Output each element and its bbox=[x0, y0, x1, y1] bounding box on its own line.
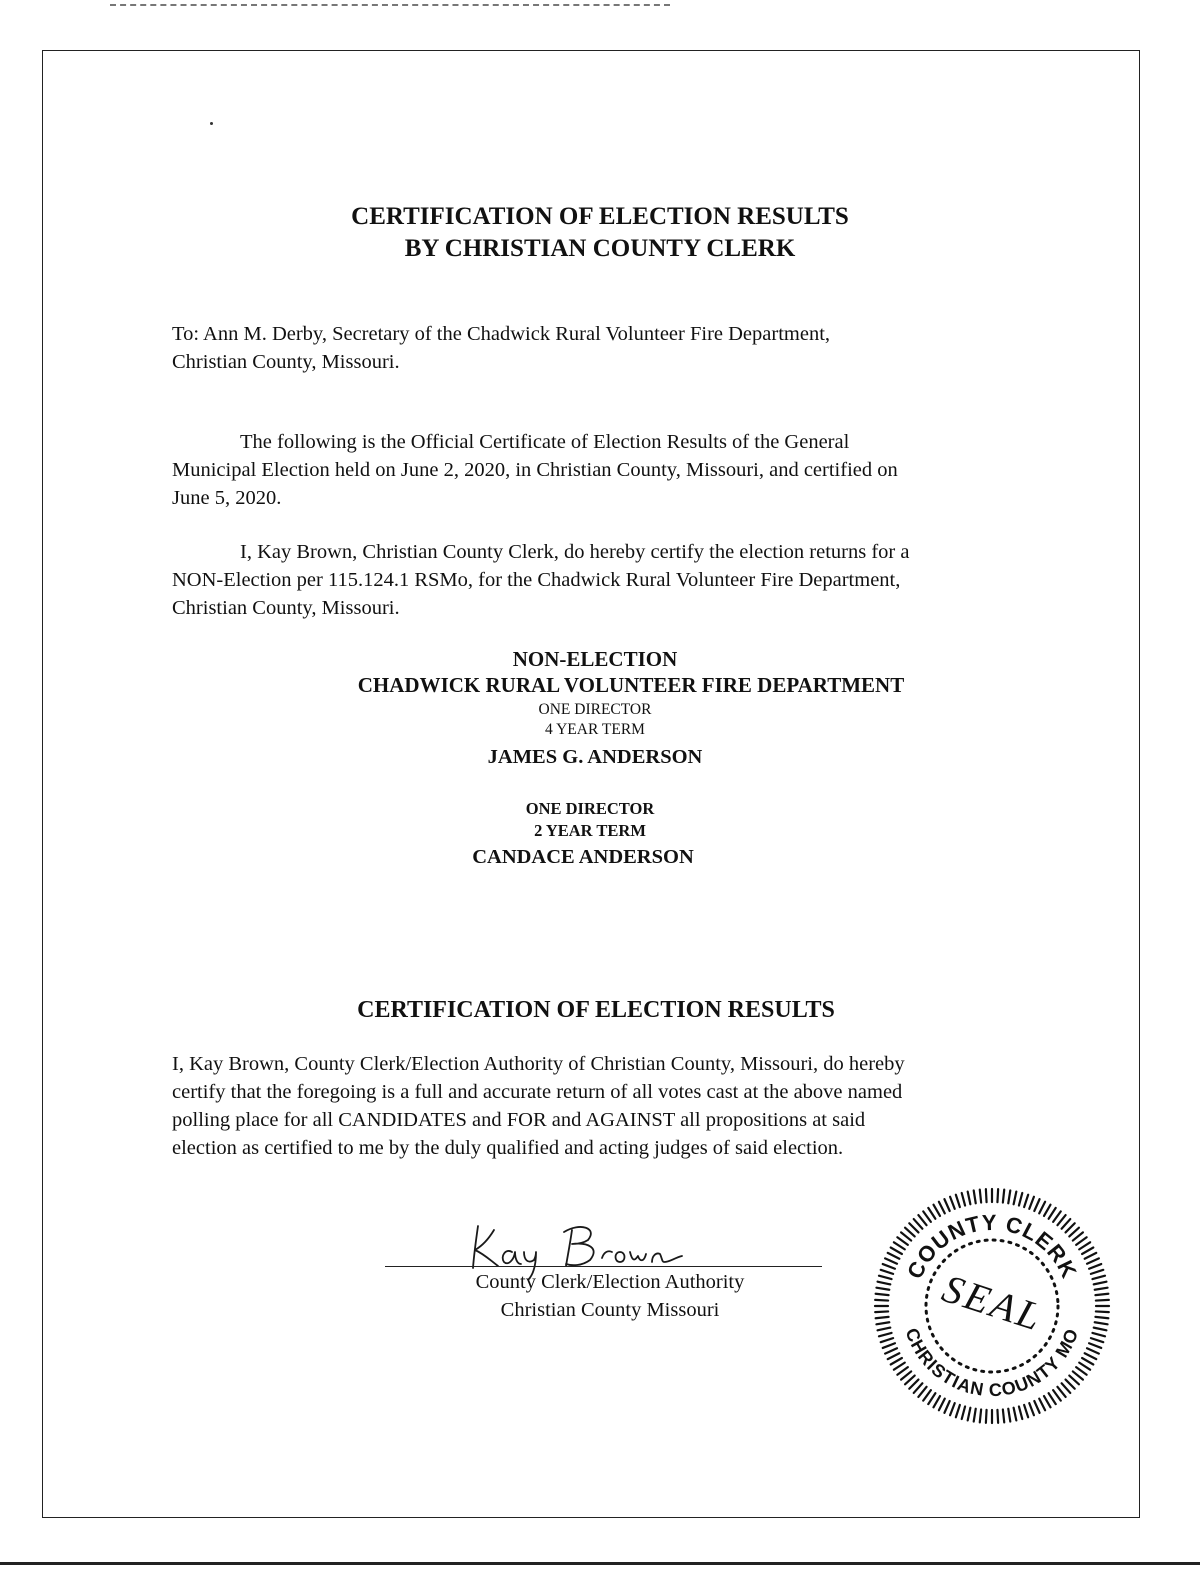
seal-ring-tick bbox=[1092, 1276, 1105, 1279]
seal-ring-tick bbox=[883, 1264, 895, 1269]
county-clerk-seal bbox=[872, 1186, 1112, 1426]
signature-line bbox=[385, 1266, 822, 1267]
seal-ring-tick bbox=[1034, 1199, 1039, 1211]
seal-ring-tick bbox=[956, 1195, 960, 1207]
seal-ring-tick bbox=[1085, 1253, 1097, 1259]
seal-ring-tick bbox=[878, 1282, 891, 1285]
seal-ring-tick bbox=[885, 1348, 897, 1353]
seal-ring-tick bbox=[1024, 1195, 1028, 1207]
seal-ring-tick bbox=[1066, 1223, 1075, 1232]
seal-ring-tick bbox=[1082, 1358, 1093, 1365]
seal-ring-tick bbox=[1082, 1248, 1093, 1255]
seal-ring-tick bbox=[956, 1405, 960, 1417]
seal-ring-tick bbox=[881, 1338, 893, 1342]
seal-ring-tick bbox=[939, 1202, 945, 1214]
seal-ring-tick bbox=[1089, 1264, 1101, 1269]
seal-ring-tick bbox=[997, 1410, 998, 1423]
seal-ring-tick bbox=[1091, 1338, 1103, 1342]
seal-ring-tick bbox=[1073, 1371, 1083, 1379]
seal-ring-tick bbox=[1087, 1258, 1099, 1263]
seal-ring-tick bbox=[891, 1248, 902, 1255]
seal-ring-tick bbox=[885, 1258, 897, 1263]
seal-ring-tick bbox=[909, 1223, 918, 1232]
seal-center-text: SEAL bbox=[937, 1265, 1050, 1341]
seal-ring-tick bbox=[1095, 1294, 1108, 1295]
seal-ring-tick bbox=[876, 1322, 889, 1324]
seal-ring-tick bbox=[1014, 1408, 1017, 1421]
seal-ring-tick bbox=[1096, 1300, 1109, 1301]
seal-ring-tick bbox=[962, 1193, 965, 1206]
seal-ring-tick bbox=[878, 1328, 891, 1331]
seal-ring-tick bbox=[1087, 1348, 1099, 1353]
results-heading: NON-ELECTION bbox=[512, 647, 678, 671]
seal-ring-tick bbox=[881, 1270, 893, 1274]
seal-ring-tick bbox=[1095, 1288, 1108, 1290]
seal-top-text: COUNTY CLERK bbox=[901, 1209, 1083, 1283]
scan-artifact-top bbox=[110, 4, 670, 6]
seal-ring-tick bbox=[1094, 1282, 1107, 1285]
paragraph-2-line-1: I, Kay Brown, Christian County Clerk, do hereby certify the election returns for a bbox=[240, 541, 910, 563]
certification-line-3: polling place for all CANDIDATES and FOR and AGAINST all propositions at said bbox=[172, 1109, 866, 1131]
seal-ring-tick bbox=[1053, 1211, 1061, 1222]
seal-ring-tick bbox=[1057, 1387, 1065, 1397]
seal-ring-tick bbox=[980, 1409, 981, 1422]
seal-ring-tick bbox=[918, 1387, 926, 1397]
seal-bottom-text: CHRISTIAN COUNTY MO bbox=[901, 1325, 1083, 1401]
seal-ring-tick bbox=[1096, 1311, 1109, 1312]
seal-ring-tick bbox=[905, 1376, 915, 1385]
seal-ring-tick bbox=[1003, 1409, 1004, 1422]
seal-ring-tick bbox=[1069, 1228, 1079, 1237]
paragraph-1-line-1: The following is the Official Certificate of Election Results of the General bbox=[240, 431, 850, 453]
seal-ring-tick bbox=[944, 1401, 949, 1413]
seal-ring-tick bbox=[1069, 1376, 1079, 1385]
certification-line-2: certify that the foregoing is a full and accurate return of all votes cast at the above named bbox=[172, 1081, 903, 1103]
seal-ring-tick bbox=[879, 1333, 892, 1336]
certification-line-4: election as certified to me by the duly qualified and acting judges of said election. bbox=[172, 1137, 844, 1159]
seal-ring-tick bbox=[875, 1311, 888, 1312]
seal-ring-tick bbox=[879, 1276, 892, 1279]
seal-ring-tick bbox=[1053, 1390, 1061, 1401]
seal-ring-tick bbox=[962, 1406, 965, 1419]
seal-ring-tick bbox=[1049, 1393, 1056, 1404]
seal-ring-tick bbox=[1049, 1208, 1056, 1219]
seal-ring-tick bbox=[974, 1409, 976, 1422]
seal-ring-tick bbox=[918, 1215, 926, 1225]
seal-ring-tick bbox=[1091, 1270, 1103, 1274]
seal-ring-tick bbox=[950, 1197, 955, 1209]
seal-ring-tick bbox=[1076, 1237, 1087, 1245]
seal-ring-tick bbox=[1062, 1219, 1071, 1229]
certification-heading: CERTIFICATION OF ELECTION RESULTS bbox=[357, 997, 835, 1023]
seal-ring-tick bbox=[1039, 1399, 1045, 1411]
seal-ring-tick bbox=[894, 1363, 905, 1370]
seal-ring-tick bbox=[883, 1343, 895, 1348]
seal-ring-tick bbox=[944, 1199, 949, 1211]
seal-ring-tick bbox=[1095, 1317, 1108, 1318]
seal-ring-tick bbox=[980, 1190, 981, 1203]
seal-ring-tick bbox=[934, 1205, 941, 1216]
seal-ring-tick bbox=[1066, 1380, 1075, 1389]
seal-ring-tick bbox=[901, 1371, 911, 1379]
svg-text:CHRISTIAN COUNTY MO bbox=[902, 1325, 1083, 1400]
seal-ring-tick bbox=[1089, 1343, 1101, 1348]
seal-ring-tick bbox=[1092, 1333, 1105, 1336]
seal-ring-tick bbox=[1034, 1401, 1039, 1413]
seal-ring-tick bbox=[894, 1242, 905, 1249]
document-title-line-1: CERTIFICATION OF ELECTION RESULTS bbox=[351, 203, 849, 230]
paragraph-2-line-2: NON-Election per 115.124.1 RSMo, for the Chadwick Rural Volunteer Fire Department, bbox=[172, 569, 901, 591]
seal-ring-tick bbox=[875, 1300, 888, 1301]
seal-ring-tick bbox=[909, 1380, 918, 1389]
results-winner-2: CANDACE ANDERSON bbox=[472, 846, 694, 868]
seal-ring-tick bbox=[1039, 1202, 1045, 1214]
seal-ring-tick bbox=[1094, 1328, 1107, 1331]
seal-ring-tick bbox=[986, 1189, 987, 1202]
seal-ring-tick bbox=[1073, 1232, 1083, 1240]
seal-ring-tick bbox=[1079, 1242, 1090, 1249]
seal-ring-tick bbox=[1076, 1367, 1087, 1375]
seal-ring-tick bbox=[1079, 1363, 1090, 1370]
seal-ring-tick bbox=[876, 1317, 889, 1318]
seal-ring-tick bbox=[968, 1192, 971, 1205]
scan-speck bbox=[210, 122, 213, 125]
seal-ring-tick bbox=[1019, 1193, 1022, 1206]
seal-ring-tick bbox=[923, 1390, 931, 1401]
seal-ring-tick bbox=[939, 1399, 945, 1411]
seal-ring-tick bbox=[923, 1211, 931, 1222]
seal-ring-tick bbox=[997, 1189, 998, 1202]
seal-ring-tick bbox=[888, 1353, 900, 1359]
seal-ring-tick bbox=[1024, 1405, 1028, 1417]
paragraph-1-line-2: Municipal Election held on June 2, 2020, in Christian County, Missouri, and certified on bbox=[172, 459, 898, 481]
seal-ring-tick bbox=[928, 1393, 935, 1404]
seal-ring-tick bbox=[986, 1410, 987, 1423]
results-district: CHADWICK RURAL VOLUNTEER FIRE DEPARTMENT bbox=[357, 673, 905, 697]
addressee-line-1: To: Ann M. Derby, Secretary of the Chadwick Rural Volunteer Fire Department, bbox=[172, 323, 831, 345]
seal-ring-tick bbox=[891, 1358, 902, 1365]
signature-caption-line-1: County Clerk/Election Authority bbox=[475, 1271, 745, 1293]
seal-ring-tick bbox=[1057, 1215, 1065, 1225]
seal-ring-tick bbox=[1085, 1353, 1097, 1359]
scan-artifact-bottom bbox=[0, 1562, 1200, 1565]
paragraph-1-line-3: June 5, 2020. bbox=[172, 487, 282, 509]
seal-ring-tick bbox=[950, 1403, 955, 1415]
seal-ring-tick bbox=[1029, 1403, 1034, 1415]
results-term-2: 2 YEAR TERM bbox=[534, 821, 646, 840]
seal-ring-tick bbox=[1044, 1396, 1051, 1407]
addressee-line-2: Christian County, Missouri. bbox=[172, 351, 400, 373]
seal-ring-tick bbox=[1008, 1409, 1010, 1422]
seal-ring-tick bbox=[876, 1294, 889, 1295]
seal-ring-tick bbox=[1044, 1205, 1051, 1216]
seal-ring-tick bbox=[1014, 1192, 1017, 1205]
seal-ring-tick bbox=[914, 1383, 923, 1393]
seal-ring-tick bbox=[914, 1219, 923, 1229]
seal-ring-tick bbox=[974, 1190, 976, 1203]
certification-line-1: I, Kay Brown, County Clerk/Election Authority of Christian County, Missouri, do hereby bbox=[172, 1053, 905, 1075]
seal-ring-tick bbox=[901, 1232, 911, 1240]
seal-ring-tick bbox=[934, 1396, 941, 1407]
results-winner-1: JAMES G. ANDERSON bbox=[487, 746, 703, 768]
document-title-line-2: BY CHRISTIAN COUNTY CLERK bbox=[404, 235, 796, 262]
seal-ring-tick bbox=[1008, 1190, 1010, 1203]
seal-ring-tick bbox=[905, 1228, 915, 1237]
seal-ring-tick bbox=[897, 1367, 908, 1375]
results-office-1: ONE DIRECTOR bbox=[538, 701, 652, 718]
results-office-2: ONE DIRECTOR bbox=[525, 799, 655, 818]
seal-ring-tick bbox=[1095, 1322, 1108, 1324]
seal-ring-tick bbox=[1003, 1190, 1004, 1203]
seal-ring-tick bbox=[1029, 1197, 1034, 1209]
paragraph-2-line-3: Christian County, Missouri. bbox=[172, 597, 400, 619]
signature-caption-line-2: Christian County Missouri bbox=[500, 1299, 720, 1321]
seal-ring-tick bbox=[1062, 1383, 1071, 1393]
seal-ring-tick bbox=[897, 1237, 908, 1245]
seal-ring-tick bbox=[876, 1288, 889, 1290]
seal-ring-tick bbox=[1019, 1406, 1022, 1419]
seal-ring-tick bbox=[968, 1408, 971, 1421]
seal-ring-tick bbox=[928, 1208, 935, 1219]
seal-ring-tick bbox=[888, 1253, 900, 1259]
results-term-1: 4 YEAR TERM bbox=[545, 721, 645, 738]
